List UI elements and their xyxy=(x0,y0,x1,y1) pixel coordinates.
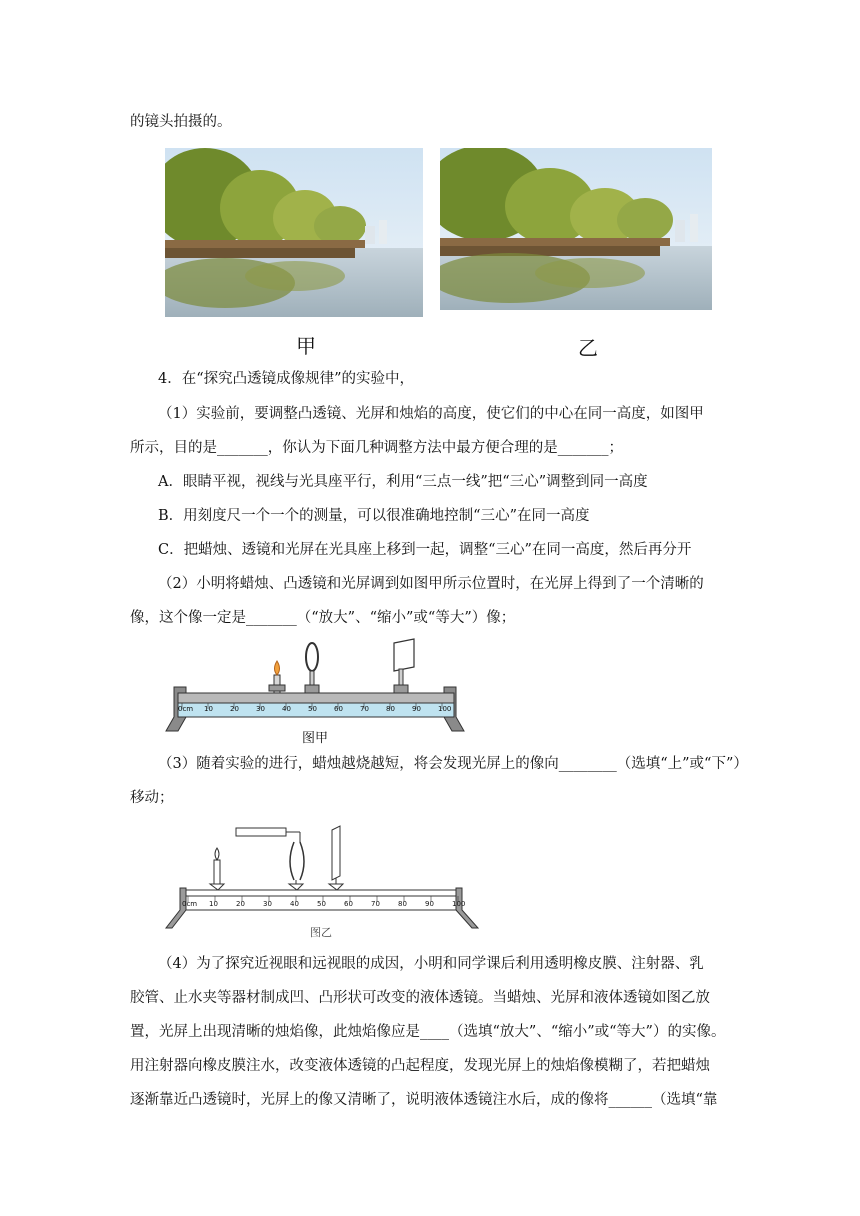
text-line: （3）随着实验的进行，蜡烛越烧越短，将会发现光屏上的像向________（选填“上”或“下”） xyxy=(158,756,748,772)
figure-a-tick-label: 20 xyxy=(230,705,239,713)
figure-a-tick-label: 90 xyxy=(412,705,421,713)
text-line: （2）小明将蜡烛、凸透镜和光屏调到如图甲所示位置时，在光屏上得到了一个清晰的 xyxy=(158,576,704,592)
figure-b-tick-label: 30 xyxy=(263,900,272,908)
figure-a-tick-label: 50 xyxy=(308,705,317,713)
figure-a-tick-label: 0cm xyxy=(178,705,194,713)
figure-b-liquid-lens xyxy=(160,820,480,940)
text-line: 4．在“探究凸透镜成像规律”的实验中， xyxy=(158,371,415,387)
text-line: 移动； xyxy=(130,790,174,806)
text-line: 胶管、止水夹等器材制成凹、凸形状可改变的液体透镜。当蜡烛、光屏和液体透镜如图乙放 xyxy=(130,990,710,1006)
figure-a-tick-label: 40 xyxy=(282,705,291,713)
figure-a-optical-bench xyxy=(160,635,470,747)
figure-a-tick-label: 70 xyxy=(360,705,369,713)
figure-b-tick-label: 0cm xyxy=(182,900,198,908)
photo-caption-jia: 甲 xyxy=(296,334,316,358)
figure-b-tick-label: 50 xyxy=(317,900,326,908)
photo-caption-yi: 乙 xyxy=(578,336,598,360)
figure-b-tick-label: 20 xyxy=(236,900,245,908)
figure-a-tick-label: 80 xyxy=(386,705,395,713)
option-b: B．用刻度尺一个一个的测量，可以很准确地控制“三心”在同一高度 xyxy=(158,508,590,524)
text-line: 像，这个像一定是_______（“放大”、“缩小”或“等大”）像； xyxy=(130,610,516,626)
figure-a-tick-label: 10 xyxy=(204,705,213,713)
text-line: 置，光屏上出现清晰的烛焰像，此烛焰像应是____（选填“放大”、“缩小”或“等大”）的实像。 xyxy=(130,1024,726,1040)
option-c: C．把蜡烛、透镜和光屏在光具座上移到一起，调整“三心”在同一高度，然后再分开 xyxy=(158,542,692,558)
figure-b-tick-label: 40 xyxy=(290,900,299,908)
figure-a-caption: 图甲 xyxy=(302,731,329,746)
text-line: 逐渐靠近凸透镜时，光屏上的像又清晰了，说明液体透镜注水后，成的像将______（选填“靠 xyxy=(130,1092,718,1108)
option-a: A．眼睛平视，视线与光具座平行，利用“三点一线”把“三心”调整到同一高度 xyxy=(158,474,648,490)
figure-b-tick-label: 90 xyxy=(425,900,434,908)
photo-jia xyxy=(165,148,423,317)
figure-b-tick-label: 60 xyxy=(344,900,353,908)
text-line: （1）实验前，要调整凸透镜、光屏和烛焰的高度，使它们的中心在同一高度，如图甲 xyxy=(158,406,704,422)
text-line: 所示，目的是_______，你认为下面几种调整方法中最方便合理的是_______； xyxy=(130,440,623,456)
figure-a-tick-label: 100 xyxy=(438,705,452,713)
figure-a-tick-label: 60 xyxy=(334,705,343,713)
text-line: （4）为了探究近视眼和远视眼的成因，小明和同学课后利用透明橡皮膜、注射器、乳 xyxy=(158,956,704,972)
photo-yi xyxy=(440,148,712,310)
figure-b-tick-label: 80 xyxy=(398,900,407,908)
figure-a-tick-label: 30 xyxy=(256,705,265,713)
figure-b-tick-label: 100 xyxy=(452,900,466,908)
figure-b-tick-label: 10 xyxy=(209,900,218,908)
figure-b-tick-label: 70 xyxy=(371,900,380,908)
figure-b-caption: 图乙 xyxy=(310,926,332,939)
text-line: 用注射器向橡皮膜注水，改变液体透镜的凸起程度，发现光屏上的烛焰像模糊了，若把蜡烛 xyxy=(130,1058,710,1074)
text-line: 的镜头拍摄的。 xyxy=(130,114,232,130)
